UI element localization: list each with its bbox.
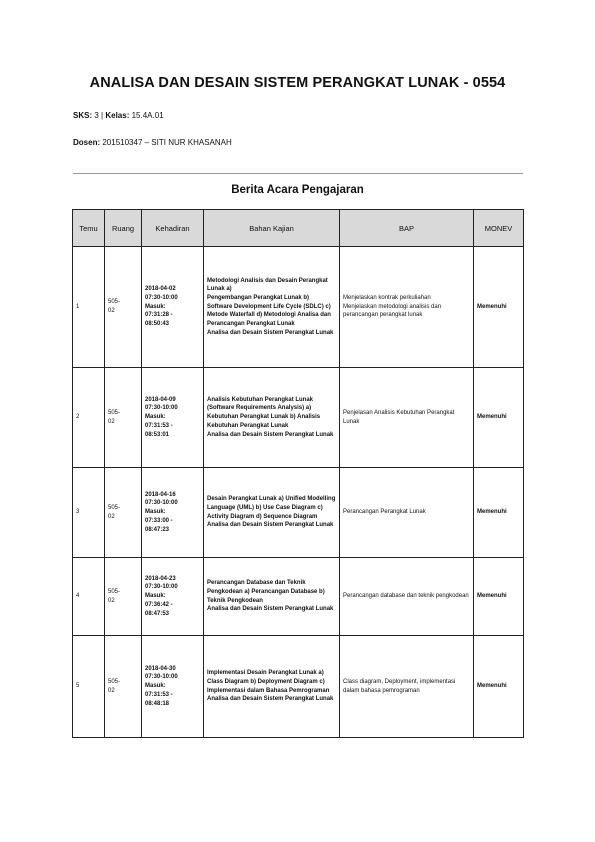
masuk-label: Masuk:	[145, 303, 166, 310]
sks-label: SKS:	[73, 111, 93, 120]
masuk-label: Masuk:	[145, 683, 166, 690]
ruang-cell: 505- 02	[105, 636, 142, 738]
bap-cell: Perancangan Perangkat Lunak	[340, 468, 474, 558]
bahan-cell: Analisis Kebutuhan Perangkat Lunak (Software Requirements Analysis) a) Kebutuhan Perangkat Lunak b) Analisis Kebutuhan Perangkat Lunak Analisa dan Desain Sistem Perangkat Lunak	[204, 368, 340, 468]
kelas-label: Kelas:	[105, 111, 130, 120]
table-row	[73, 247, 524, 368]
table-row	[73, 558, 524, 636]
ruang-cell: 505- 02	[105, 247, 142, 368]
ruang-cell: 505- 02	[105, 368, 142, 468]
time: 07:30-10:00	[145, 294, 178, 301]
bahan-cell: Metodologi Analisis dan Desain Perangkat Lunak a) Pengembangan Perangkat Lunak b) Software Development Life Cycle (SDLC) c) Metode Waterfall d) Metodologi Analisa dan Perancangan Perangkat Lunak Analisa dan Desain Sistem Perangkat Lunak	[204, 247, 340, 368]
time: 07:30-10:00	[145, 500, 178, 507]
keluar-time: 08:47:53	[145, 610, 170, 617]
temu-cell: 4	[73, 558, 105, 636]
masuk-time: 07:31:28 -	[145, 312, 173, 319]
monev-cell: Memenuhi	[474, 636, 524, 738]
date: 2018-04-02	[145, 286, 176, 293]
kehadiran-cell	[142, 468, 204, 558]
masuk-time: 07:36:42 -	[145, 601, 173, 608]
date: 2018-04-30	[145, 665, 176, 672]
ruang-cell: 505- 02	[105, 468, 142, 558]
temu-cell: 1	[73, 247, 105, 368]
masuk-time: 07:31:53 -	[145, 422, 173, 429]
monev-cell: Memenuhi	[474, 558, 524, 636]
header-temu: Temu	[73, 210, 105, 247]
bahan-cell: Implementasi Desain Perangkat Lunak a) Class Diagram b) Deployment Diagram c) Implementasi dalam Bahasa Pemrograman Analisa dan Desain Sistem Perangkat Lunak	[204, 636, 340, 738]
page-title: ANALISA DAN DESAIN SISTEM PERANGKAT LUNAK - 0554	[89, 75, 506, 91]
table-header-row	[73, 210, 524, 247]
table-row	[73, 468, 524, 558]
date: 2018-04-16	[145, 491, 176, 498]
header-bahan-kajian: Bahan Kajian	[204, 210, 340, 247]
kehadiran-cell	[142, 247, 204, 368]
monev-cell: Memenuhi	[474, 247, 524, 368]
kehadiran-cell	[142, 636, 204, 738]
dosen-label: Dosen:	[73, 138, 101, 147]
time: 07:30-10:00	[145, 405, 178, 412]
time: 07:30-10:00	[145, 584, 178, 591]
keluar-time: 08:47:23	[145, 526, 170, 533]
bap-table	[72, 209, 524, 738]
bap-cell: Penjelasan Analisis Kebutuhan Perangkat Lunak	[340, 368, 474, 468]
header-monev: MONEV	[474, 210, 524, 247]
keluar-time: 08:53:01	[145, 431, 170, 438]
bahan-cell: Desain Perangkat Lunak a) Unified Modelling Language (UML) b) Use Case Diagram c) Activity Diagram d) Sequence Diagram Analisa dan Desain Sistem Perangkat Lunak	[204, 468, 340, 558]
bap-cell: Menjelaskan kontrak perkuliahan Menjelaskan metodologi analisis dan perancangan perangkat lunak	[340, 247, 474, 368]
course-meta	[73, 111, 164, 120]
masuk-label: Masuk:	[145, 414, 166, 421]
masuk-time: 07:33:00 -	[145, 517, 173, 524]
date: 2018-04-09	[145, 396, 176, 403]
table-row	[73, 636, 524, 738]
header-bap: BAP	[340, 210, 474, 247]
header-kehadiran: Kehadiran	[142, 210, 204, 247]
lecturer-meta	[73, 138, 232, 147]
date: 2018-04-23	[145, 575, 176, 582]
temu-cell: 2	[73, 368, 105, 468]
monev-cell: Memenuhi	[474, 468, 524, 558]
keluar-time: 08:50:43	[145, 321, 170, 328]
meta-separator: |	[101, 111, 104, 120]
time: 07:30-10:00	[145, 674, 178, 681]
dosen-value: 201510347 – SITI NUR KHASANAH	[102, 138, 232, 147]
ruang-cell: 505- 02	[105, 558, 142, 636]
bap-cell: Class diagram, Deployment, implementasi dalam bahasa pemrograman	[340, 636, 474, 738]
divider	[73, 173, 523, 174]
sks-value: 3	[94, 111, 99, 120]
masuk-label: Masuk:	[145, 509, 166, 516]
bahan-cell: Perancangan Database dan Teknik Pengkodean a) Perancangan Database b) Teknik Pengkodean Analisa dan Desain Sistem Perangkat Lunak	[204, 558, 340, 636]
keluar-time: 08:48:18	[145, 700, 170, 707]
table-row	[73, 368, 524, 468]
temu-cell: 5	[73, 636, 105, 738]
bap-cell: Perancangan database dan teknik pengkodean	[340, 558, 474, 636]
section-title: Berita Acara Pengajaran	[231, 184, 364, 196]
temu-cell: 3	[73, 468, 105, 558]
kehadiran-cell	[142, 558, 204, 636]
kelas-value: 15.4A.01	[131, 111, 164, 120]
masuk-time: 07:31:53 -	[145, 691, 173, 698]
monev-cell: Memenuhi	[474, 368, 524, 468]
kehadiran-cell	[142, 368, 204, 468]
masuk-label: Masuk:	[145, 593, 166, 600]
header-ruang: Ruang	[105, 210, 142, 247]
